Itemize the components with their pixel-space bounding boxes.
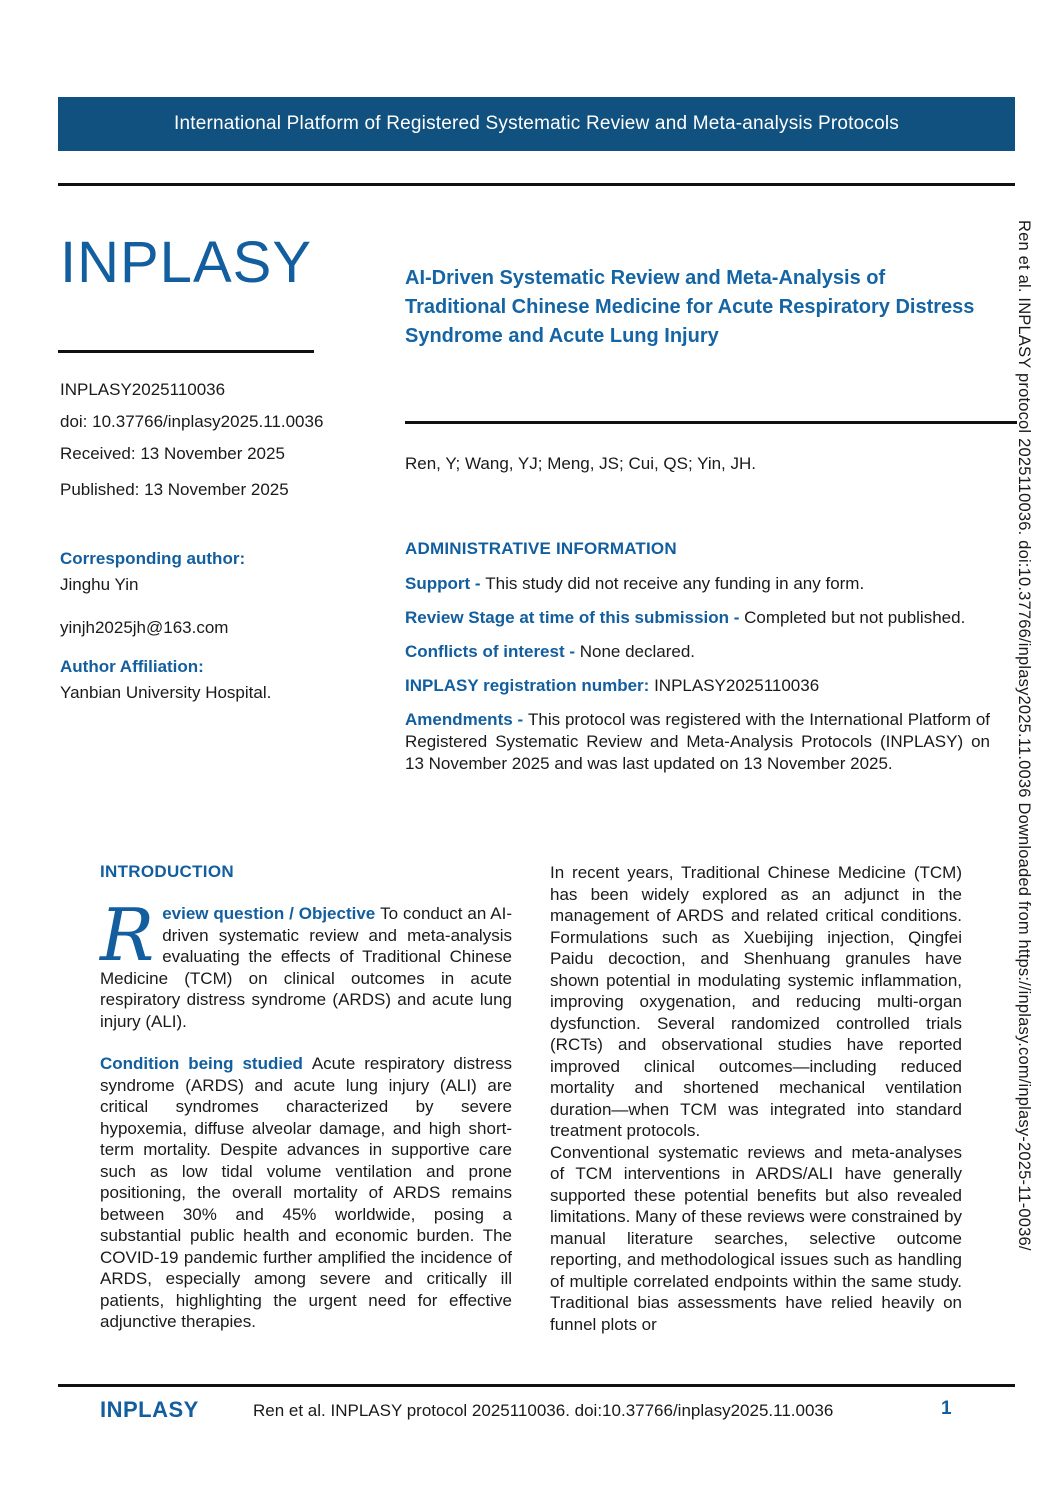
admin-item-amendments-text: This protocol was registered with the International Platform of Registered Systematic Review and Meta-Analysis Protocols (INPLASY) on 13 November 2025 and was last updated on 13 November 2025. [405,710,990,773]
tcm-background-paragraph: In recent years, Traditional Chinese Medicine (TCM) has been widely explored as an adjunct in the management of ARDS and related critical conditions. Formulations such as Xuebijing injection, Qingfei Paidu decoction, and Shenhuang granules have shown potential in modulating systemic inflammation, improving oxygenation, and reducing multi-organ dysfunction. Several randomized controlled trials (RCTs) and observational studies have reported improved clinical outcomes—including reduced mortality and shortened mechanical ventilation duration—when TCM was integrated into standard treatment protocols. [550,863,962,1140]
author-affiliation: Yanbian University Hospital. [60,683,272,702]
protocol-title: AI-Driven Systematic Review and Meta-Analysis of Traditional Chinese Medicine for Acute Respiratory Distress Syndrome and Acute Lung Injury [405,267,975,347]
review-question-label: eview question / Objective [162,904,381,923]
doi-text: doi: 10.37766/inplasy2025.11.0036 [60,412,324,431]
footer-divider [58,1384,1015,1387]
admin-item-support-text: This study did not receive any funding in any form. [485,574,865,593]
footer-inplasy-logo: INPLASY [100,1397,199,1422]
platform-banner [58,97,1015,151]
author-list: Ren, Y; Wang, YJ; Meng, JS; Cui, QS; Yin, JH. [405,454,757,473]
admin-item-conflicts [405,641,990,663]
admin-item-amendments-label: Amendments - [405,710,529,729]
review-question-paragraph [100,893,512,1032]
introduction-heading: INTRODUCTION [100,862,234,881]
admin-item-review-stage-text: Completed but not published. [744,608,966,627]
sidebar-citation-vertical-text: Ren et al. INPLASY protocol 2025110036. doi:10.37766/inplasy2025.11.0036 Downloaded from https://inplasy.com/inplasy-2025-11-0036/ [1015,220,1033,1251]
admin-item-registration-number-text: INPLASY2025110036 [654,676,820,695]
corresponding-author-email: yinjh2025jh@163.com [60,618,229,637]
introduction-right-column [550,862,962,1335]
condition-studied-text: Acute respiratory distress syndrome (ARDS) and acute lung injury (ALI) are critical syndromes characterized by severe hypoxemia, diffuse alveolar damage, and high short-term mortality. Despite advances in supportive care such as low tidal volume ventilation and prone positioning, the overall mortality of ARDS remains between 30% and 45% worldwide, posing a substantial public health and economic burden. The COVID-19 pandemic further amplified the incidence of ARDS, especially among severe and critically ill patients, highlighting the urgent need for effective adjunctive therapies. [100,1054,512,1331]
admin-item-support-label: Support - [405,574,486,593]
footer-citation: Ren et al. INPLASY protocol 2025110036. doi:10.37766/inplasy2025.11.0036 [253,1401,834,1420]
registration-id: INPLASY2025110036 [60,380,226,399]
conventional-reviews-paragraph: Conventional systematic reviews and meta-analyses of TCM interventions in ARDS/ALI have generally supported these potential benefits but also revealed limitations. Many of these reviews were constrained by manual literature searches, selective outcome reporting, and methodological issues such as handling of multiple correlated endpoints within the same study. Traditional bias assessments have relied heavily on funnel plots or [550,1142,962,1334]
top-divider [58,183,1015,186]
received-date: Received: 13 November 2025 [60,444,285,463]
review-question-text: To conduct an AI-driven systematic review and meta-analysis evaluating the effects of Traditional Chinese Medicine (TCM) on clinical outcomes in acute respiratory distress syndrome (ARDS) and acute lung injury (ALI). [100,904,512,1031]
admin-item-conflicts-label: Conflicts of interest - [405,642,580,661]
admin-item-registration-number [405,675,990,697]
platform-banner-text: International Platform of Registered Systematic Review and Meta-analysis Protocols [174,113,899,134]
registration-meta [60,374,323,506]
admin-item-amendments [405,709,990,775]
corresponding-author-heading: Corresponding author: [60,549,246,568]
author-affiliation-heading: Author Affiliation: [60,657,204,676]
administrative-information-heading: ADMINISTRATIVE INFORMATION [405,539,677,558]
condition-studied-label: Condition being studied [100,1054,312,1073]
published-date: Published: 13 November 2025 [60,480,289,499]
admin-item-conflicts-text: None declared. [579,642,696,661]
administrative-information-section [405,538,990,787]
corresponding-author-block [60,546,271,706]
corresponding-author-name: Jinghu Yin [60,575,139,594]
admin-item-registration-number-label: INPLASY registration number: [405,676,655,695]
title-divider [405,421,1017,424]
condition-studied-paragraph [100,1053,512,1333]
admin-item-review-stage-label: Review Stage at time of this submission - [405,608,745,627]
dropcap-letter: R [100,893,155,977]
admin-item-support [405,573,990,595]
inplasy-logo: INPLASY [60,230,312,295]
page-number: 1 [941,1398,952,1419]
introduction-left-column [100,893,512,1354]
logo-divider [58,350,314,353]
admin-item-review-stage [405,607,990,629]
